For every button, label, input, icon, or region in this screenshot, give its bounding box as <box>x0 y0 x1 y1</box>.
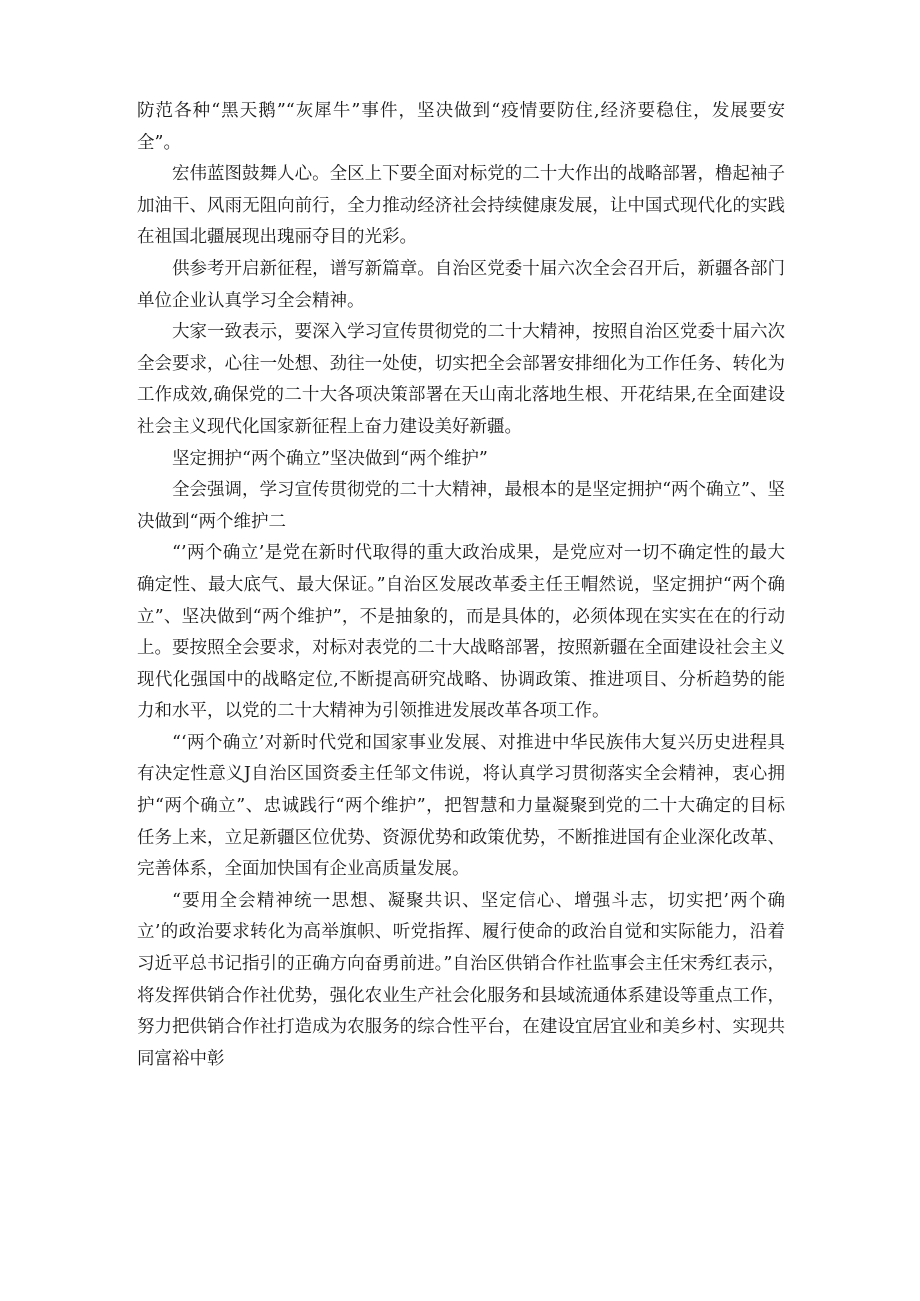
paragraph-new-journey: 供参考开启新征程，谱写新篇章。自治区党委十届六次全会召开后，新疆各部门单位企业认真学习全会精神。 <box>137 258 785 311</box>
paragraph-quote-state-assets: “‘两个确立’对新时代党和国家事业发展、对推进中华民族伟大复兴历史进程具有决定性意义J自治区国资委主任邹文伟说，将认真学习贯彻落实全会精神，衷心拥护“两个确立”、忠诚践行“两个维护”，把智慧和力量凝聚到党的二十大确定的目标任务上来，立足新疆区位优势、资源优势和政策优势，不断推进国有企业深化改革、完善体系，全面加快国有企业高质量发展。 <box>137 732 785 880</box>
paragraph-consensus: 大家一致表示，要深入学习宣传贯彻党的二十大精神，按照自治区党委十届六次全会要求，心往一处想、劲往一处使，切实把全会部署安排细化为工作任务、转化为工作成效,确保党的二十大各项决策部署在天山南北落地生根、开花结果,在全面建设社会主义现代化国家新征程上奋力建设美好新疆。 <box>137 322 785 437</box>
paragraph-continued: 防范各种“黑天鹅”“灰犀牛”事件，坚决做到“疫情要防住,经济要稳住，发展要安全”。 <box>137 101 785 153</box>
document-page <box>137 96 785 1075</box>
section-heading: 坚定拥护“两个确立”坚决做到“两个维护” <box>172 448 488 469</box>
paragraph-quote-development-reform: “’两个确立’是党在新时代取得的重大政治成果，是党应对一切不确定性的最大确定性、最大底气、最大保证。”自治区发展改革委主任王帽然说，坚定拥护“两个确立”、坚决做到“两个维护”，不是抽象的，而是具体的，必须体现在实实在在的行动上。要按照全会要求，对标对表党的二十大战略部署，按照新疆在全面建设社会主义现代化强国中的战略定位,不断提高研究战略、协调政策、推进项目、分析趋势的能力和水平，以党的二十大精神为引领推进发展改革各项工作。 <box>137 543 785 722</box>
paragraph-blueprint: 宏伟蓝图鼓舞人心。全区上下要全面对标党的二十大作出的战略部署，橹起袖子加油干、风雨无阻向前行，全力推动经济社会持续健康发展，让中国式现代化的实践在祖国北疆展现出瑰丽夺目的光彩。 <box>137 164 785 248</box>
paragraph-plenary-emphasis: 全会强调，学习宣传贯彻党的二十大精神，最根本的是坚定拥护“两个确立”、坚决做到“两个维护二 <box>137 480 785 532</box>
paragraph-quote-supply-marketing: “要用全会精神统一思想、凝聚共识、坚定信心、增强斗志，切实把’两个确立’的政治要求转化为高举旗帜、听党指挥、履行使命的政治自觉和实际能力，沿着习近平总书记指引的正确方向奋勇前进。”自治区供销合作社监事会主任宋秀红表示，将发挥供销合作社优势，强化农业生产社会化服务和县域流通体系建设等重点工作，努力把供销合作社打造成为农服务的综合性平台，在建设宜居宜业和美乡村、实现共同富裕中彰 <box>137 890 785 1069</box>
